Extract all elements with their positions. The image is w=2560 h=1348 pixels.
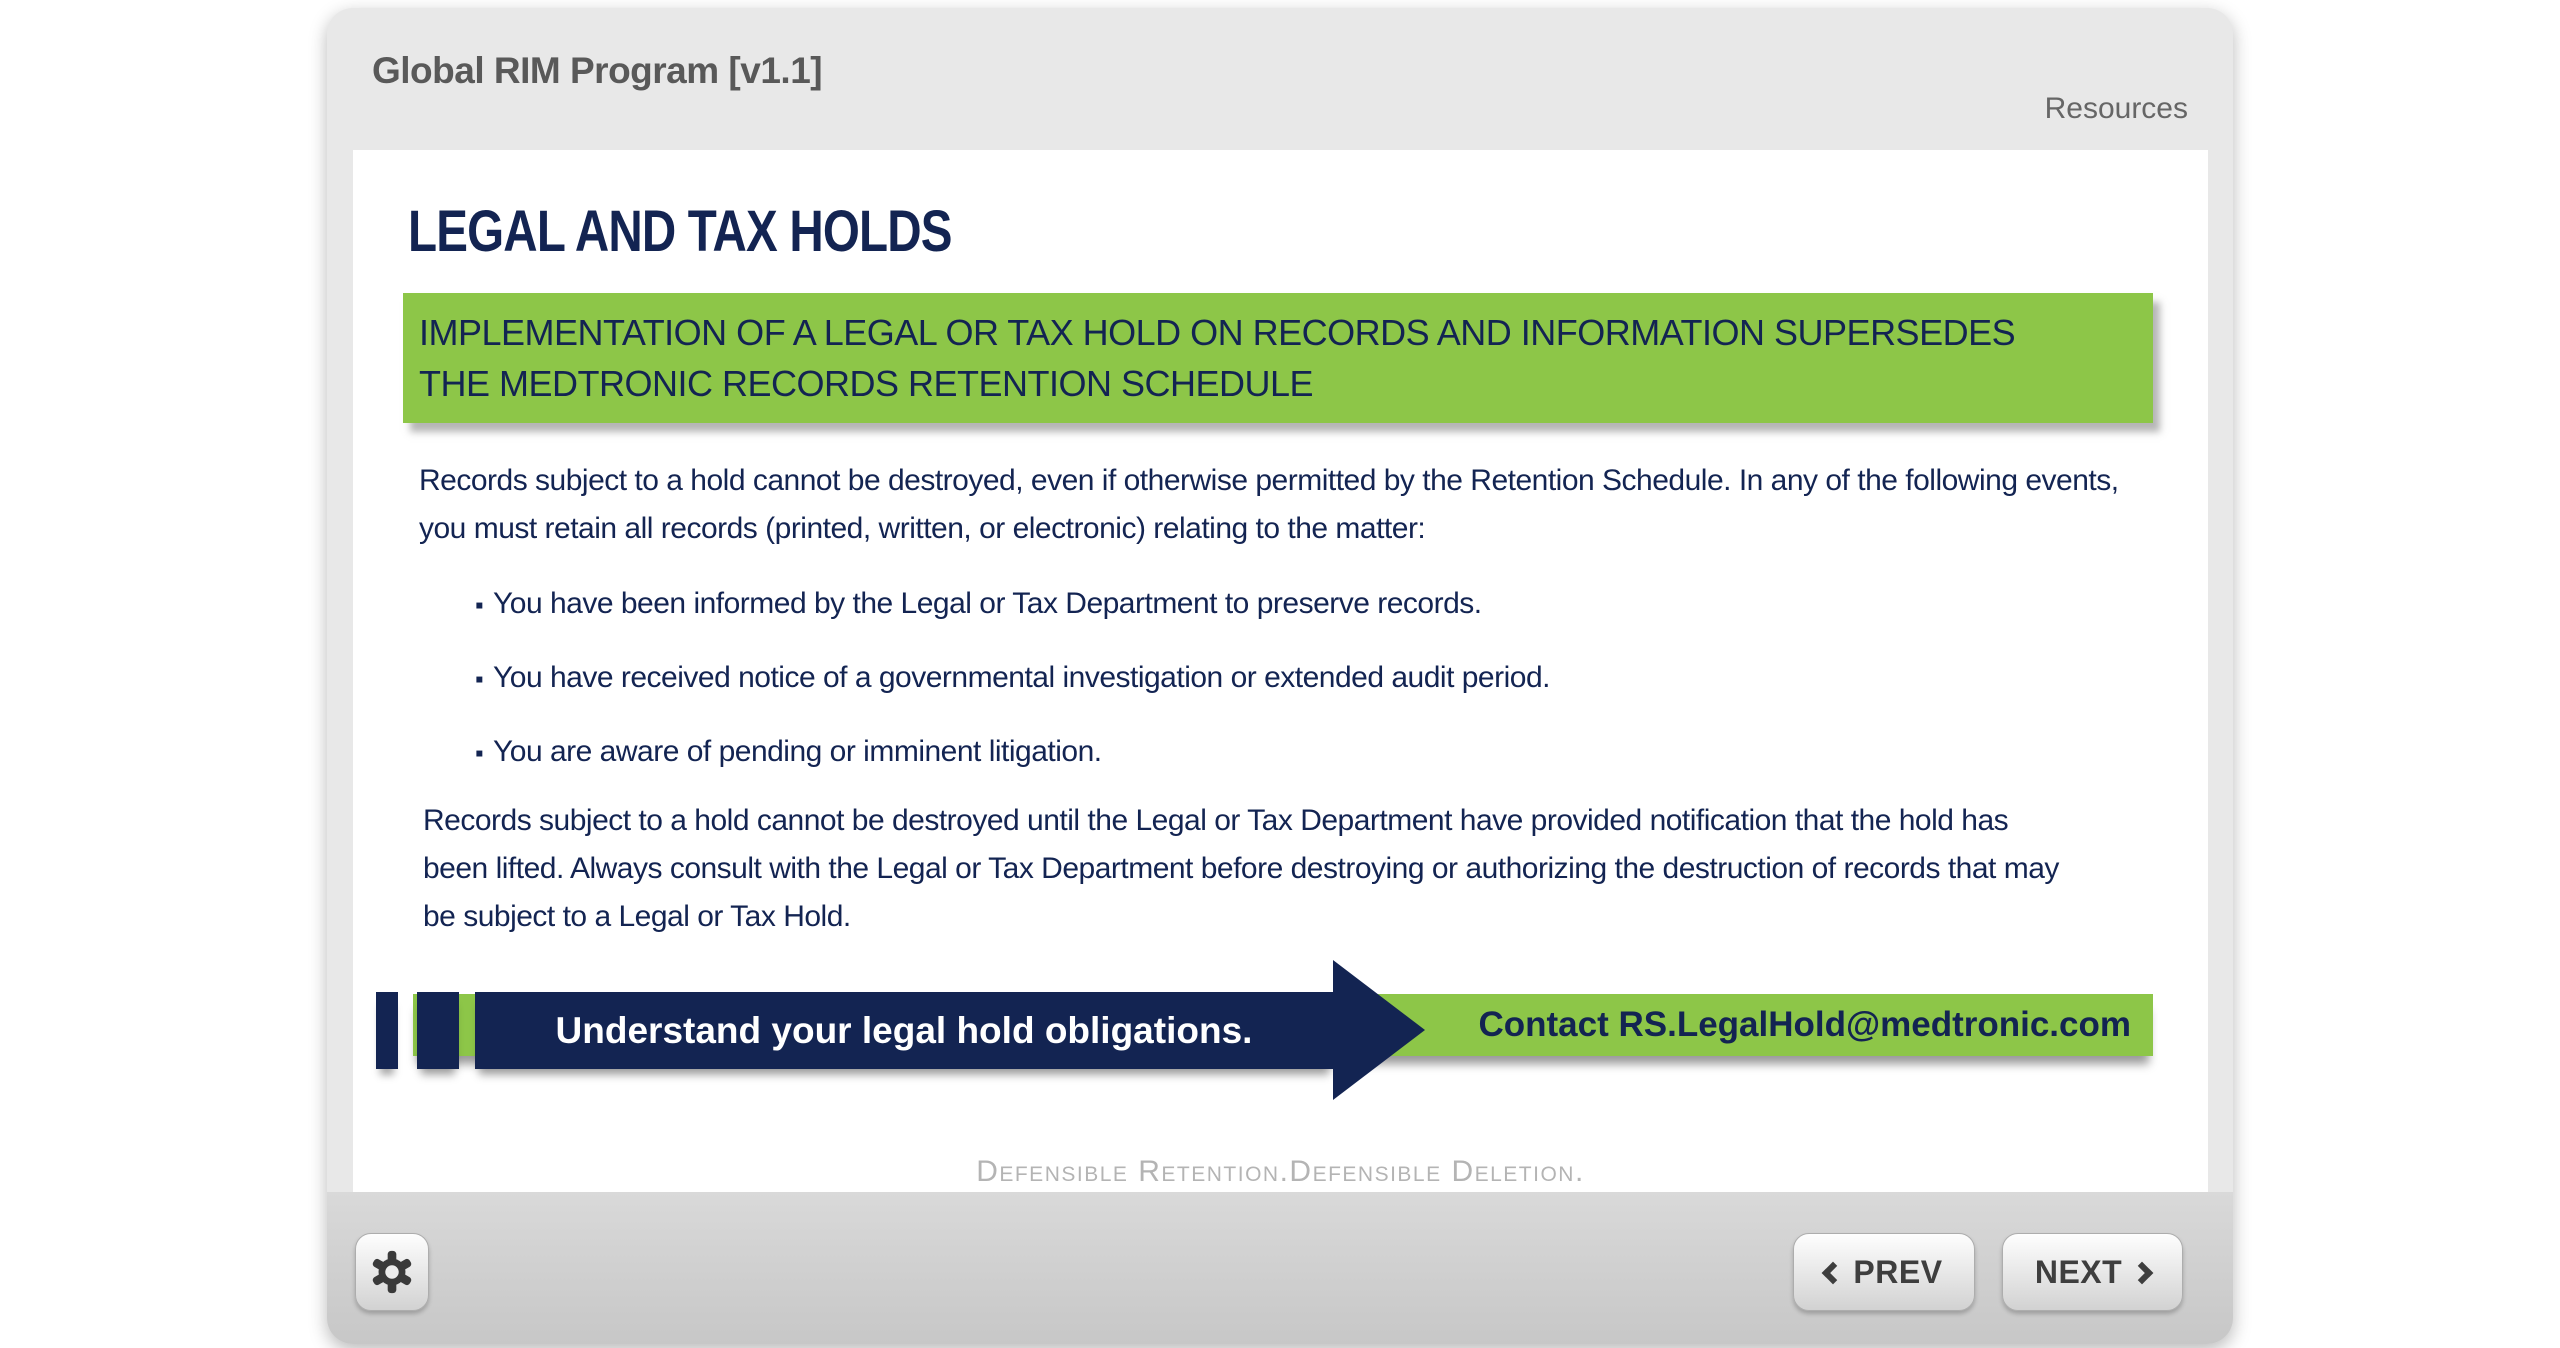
body-paragraph: Records subject to a hold cannot be destroyed until the Legal or Tax Department have provided notification that the hold has been lifted. Always consult with the Legal or Tax Department before destroying or authorizing the destruction of records that may be subject to a Legal or Tax Hold.: [423, 804, 2059, 933]
cta-accent-bar-medium: [417, 992, 459, 1069]
bullet-text: You have received notice of a governmental investigation or extended audit period.: [493, 661, 1550, 694]
chevron-left-icon: [1822, 1262, 1845, 1285]
bullet-item: [475, 654, 1550, 704]
gear-icon: [368, 1248, 416, 1296]
prev-button[interactable]: [1793, 1233, 1975, 1311]
bullet-item: [475, 580, 1550, 630]
next-button-label: NEXT: [2034, 1253, 2123, 1290]
bottom-bar: [327, 1192, 2233, 1344]
cta-label: Understand your legal hold obligations.: [555, 1009, 1253, 1051]
page-title: Global RIM Program [v1.1]: [372, 50, 823, 91]
resources-link[interactable]: Resources: [2044, 92, 2188, 125]
footer-tagline: Defensible Retention.Defensible Deletion.: [976, 1155, 1585, 1188]
player-card: [327, 8, 2233, 1344]
bullet-text: You have been informed by the Legal or Tax Department to preserve records.: [493, 587, 1482, 620]
banner-line-2: THE MEDTRONIC RECORDS RETENTION SCHEDULE: [419, 363, 1314, 404]
next-button[interactable]: [2002, 1233, 2183, 1311]
bullet-text: You are aware of pending or imminent litigation.: [493, 735, 1102, 768]
bullet-icon: ▪: [475, 666, 484, 693]
arrow-right-icon: [1333, 960, 1425, 1100]
cta-accent-bar-small: [376, 992, 398, 1069]
settings-button[interactable]: [355, 1233, 429, 1311]
chevron-right-icon: [2131, 1262, 2154, 1285]
bullet-item: [475, 728, 1550, 778]
contact-email-label: Contact RS.LegalHold@medtronic.com: [1478, 1005, 2131, 1044]
cta-arrow-body: [475, 992, 1333, 1069]
intro-paragraph: Records subject to a hold cannot be destroyed, even if otherwise permitted by the Retention Schedule. In any of the following events, you must retain all records (printed, written, or electronic) relating to the matter:: [419, 464, 2119, 545]
highlight-banner: [403, 293, 2153, 423]
bullet-icon: ▪: [475, 740, 484, 767]
bullet-list: [475, 580, 1550, 802]
bullet-icon: ▪: [475, 592, 484, 619]
slide-area: [353, 150, 2208, 1192]
slide-title: LEGAL AND TAX HOLDS: [408, 199, 952, 264]
banner-line-1: IMPLEMENTATION OF A LEGAL OR TAX HOLD ON RECORDS AND INFORMATION SUPERSEDES: [419, 312, 2016, 353]
prev-button-label: PREV: [1853, 1253, 1943, 1290]
